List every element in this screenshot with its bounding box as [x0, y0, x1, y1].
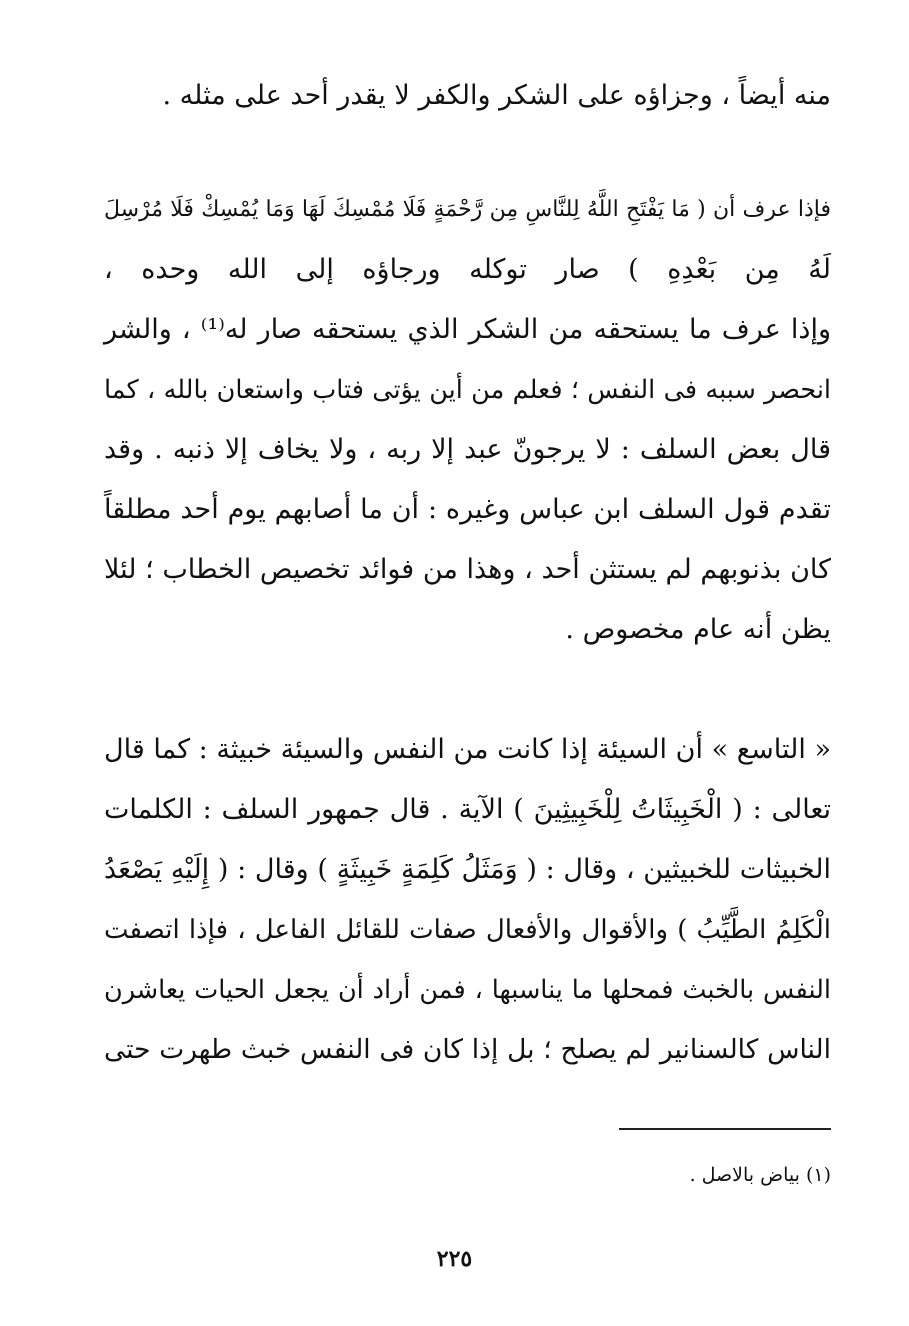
footnote: (١) بياض بالاصل .: [689, 1164, 831, 1186]
text-line: تقدم قول السلف ابن عباس وغيره : أن ما أصابهم يوم أحد مطلقاً: [104, 494, 831, 525]
text-line: يظن أنه عام مخصوص .: [565, 614, 831, 645]
text-line: كان بذنوبهم لم يستثن أحد ، وهذا من فوائد تخصيص الخطاب ؛ لئلا: [104, 554, 831, 585]
footnote-divider: [619, 1128, 831, 1130]
paragraph-1: [104, 66, 831, 126]
text-line: وإذا عرف ما يستحقه من الشكر الذي يستحقه صار له⁽¹⁾ ، والشر: [104, 314, 832, 345]
text-line: الناس كالسنانير لم يصلح ؛ بل إذا كان فى النفس خبث طهرت حتى: [104, 1034, 831, 1065]
text-line: الْكَلِمُ الطَّيِّبُ ) والأقوال والأفعال صفات للقائل الفاعل ، فإذا اتصفت: [104, 915, 831, 945]
text-line: النفس بالخبث فمحلها ما يناسبها ، فمن أراد أن يجعل الحيات يعاشرن: [104, 975, 831, 1005]
text-line: انحصر سببه فى النفس ؛ فعلم من أين يؤتى فتاب واستعان بالله ، كما: [104, 375, 831, 405]
text-line: تعالى : ( الْخَبِيثَاتُ لِلْخَبِيثِينَ ) الآية . قال جمهور السلف : الكلمات: [104, 794, 831, 825]
text-line: قال بعض السلف : لا يرجونّ عبد إلا ربه ، ولا يخاف إلا ذنبه . وقد: [104, 434, 831, 465]
text-line: لَهُ مِن بَعْدِهِ ) صار توكله ورجاؤه إلى الله وحده ،: [104, 254, 831, 285]
page-number: ٢٢٥: [436, 1246, 473, 1272]
paragraph-2: [104, 180, 831, 660]
paragraph-3: [104, 720, 831, 1080]
text-line: الخبيثات للخبيثين ، وقال : ( وَمَثَلُ كَلِمَةٍ خَبِيثَةٍ ) وقال : ( إِلَيْهِ يَصْعَدُ: [104, 854, 831, 885]
text-line: فإذا عرف أن ( مَا يَفْتَحِ اللَّهُ لِلنَّاسِ مِن رَّحْمَةٍ فَلَا مُمْسِكَ لَهَا وَمَا يُمْسِكْ فَلَا مُرْسِلَ: [104, 197, 831, 222]
text-line: « التاسع » أن السيئة إذا كانت من النفس والسيئة خبيثة : كما قال: [104, 734, 831, 765]
text-line: منه أيضاً ، وجزاؤه على الشكر والكفر لا يقدر أحد على مثله .: [162, 80, 831, 111]
